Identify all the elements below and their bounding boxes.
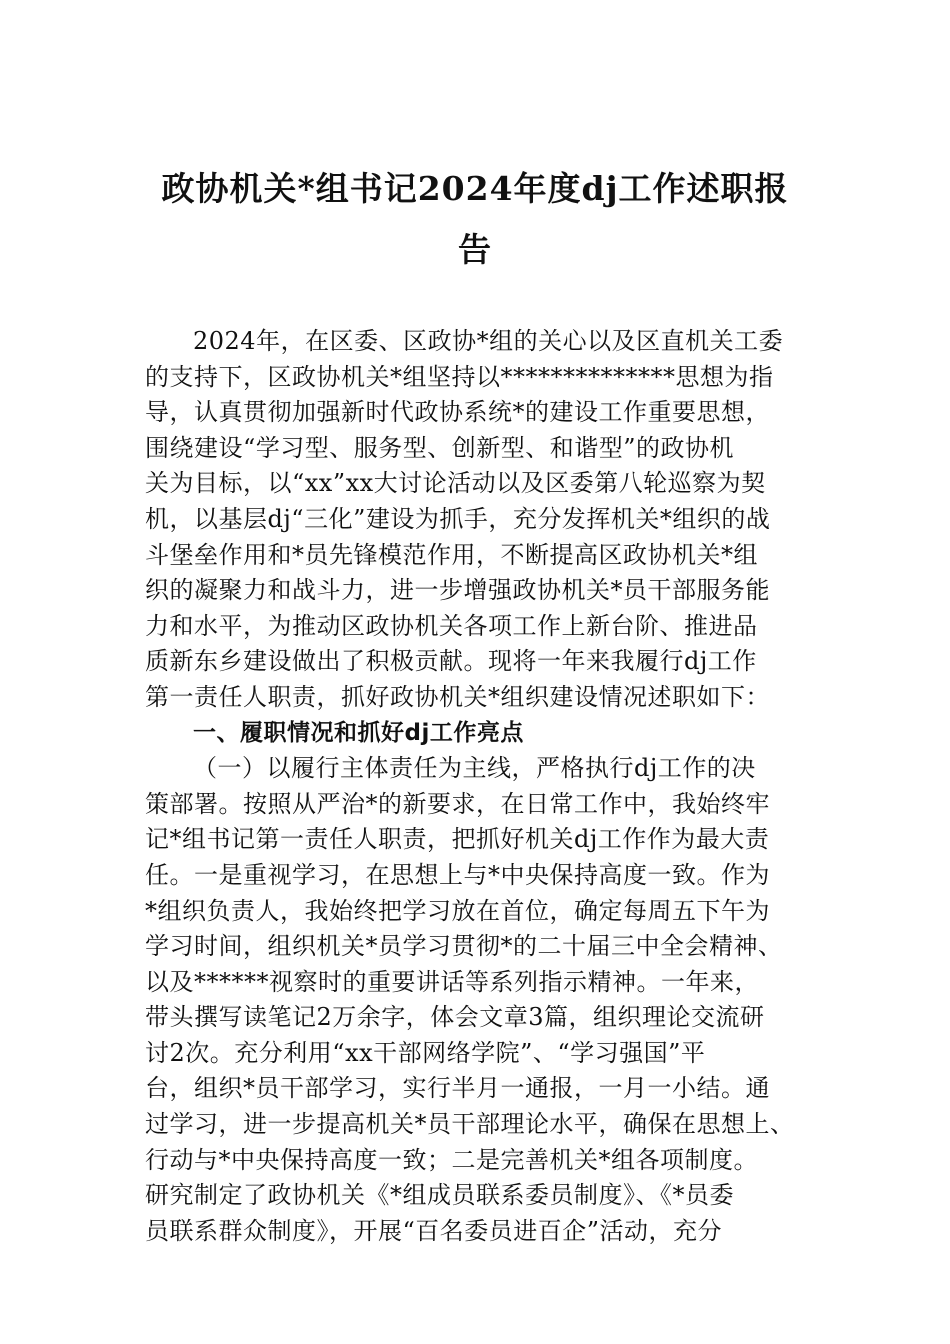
- paragraph-line: 研究制定了政协机关《*组成员联系委员制度》、《*员委: [145, 1181, 734, 1210]
- paragraph-line: 机，以基层dj“三化”建设为抓手，充分发挥机关*组织的战: [145, 504, 771, 533]
- paragraph-line: 讨2次。充分利用“xx干部网络学院”、“学习强国”平: [145, 1038, 706, 1067]
- paragraph-line: 过学习，进一步提高机关*员干部理论水平，确保在思想上、: [145, 1110, 795, 1139]
- paragraph-line: 台，组织*员干部学习，实行半月一通报，一月一小结。通: [145, 1074, 770, 1103]
- paragraph-line: 第一责任人职责，抓好政协机关*组织建设情况述职如下：: [145, 682, 770, 711]
- paragraph-line: 的支持下，区政协机关*组坚持以**************思想为指: [145, 362, 774, 391]
- paragraph-line: 力和水平，为推动区政协机关各项工作上新台阶、推进品: [145, 611, 758, 640]
- paragraph-line: 织的凝聚力和战斗力，进一步增强政协机关*员干部服务能: [145, 576, 770, 605]
- paragraph-line: 任。一是重视学习，在思想上与*中央保持高度一致。作为: [145, 860, 770, 889]
- paragraph-line: 记*组书记第一责任人职责，把抓好机关dj工作作为最大责: [145, 825, 770, 854]
- paragraph-line: 导，认真贯彻加强新时代政协系统*的建设工作重要思想，: [145, 398, 770, 427]
- paragraph-line: 带头撰写读笔记2万余字，体会文章3篇，组织理论交流研: [145, 1003, 765, 1032]
- section-heading: 一、履职情况和抓好dj工作亮点: [193, 719, 524, 746]
- document-body: [145, 324, 810, 1249]
- paragraph-line: 策部署。按照从严治*的新要求，在日常工作中，我始终牢: [145, 789, 770, 818]
- paragraph-line: 行动与*中央保持高度一致；二是完善机关*组各项制度。: [145, 1145, 758, 1174]
- paragraph-line: 以及******视察时的重要讲话等系列指示精神。一年来，: [145, 967, 759, 996]
- paragraph-line: 学习时间，组织机关*员学习贯彻*的二十届三中全会精神、: [145, 932, 783, 961]
- title-line-1: 政协机关*组书记2024年度dj工作述职报: [161, 169, 789, 208]
- paragraph-line: 围绕建设“学习型、服务型、创新型、和谐型”的政协机: [145, 433, 735, 462]
- title-line-2: 告: [458, 230, 492, 269]
- document-title: [145, 158, 805, 280]
- paragraph-line: 斗堡垒作用和*员先锋模范作用，不断提高区政协机关*组: [145, 540, 758, 569]
- paragraph-line: 质新东乡建设做出了积极贡献。现将一年来我履行dj工作: [145, 647, 757, 676]
- paragraph-line: 员联系群众制度》，开展“百名委员进百企”活动，充分: [145, 1216, 723, 1245]
- paragraph-line: 关为目标，以“xx”xx大讨论活动以及区委第八轮巡察为契: [145, 469, 766, 498]
- paragraph-line: *组织负责人，我始终把学习放在首位，确定每周五下午为: [145, 896, 770, 925]
- paragraph-line: （一）以履行主体责任为主线，严格执行dj工作的决: [193, 754, 756, 783]
- paragraph-line: 2024年，在区委、区政协*组的关心以及区直机关工委: [193, 327, 784, 355]
